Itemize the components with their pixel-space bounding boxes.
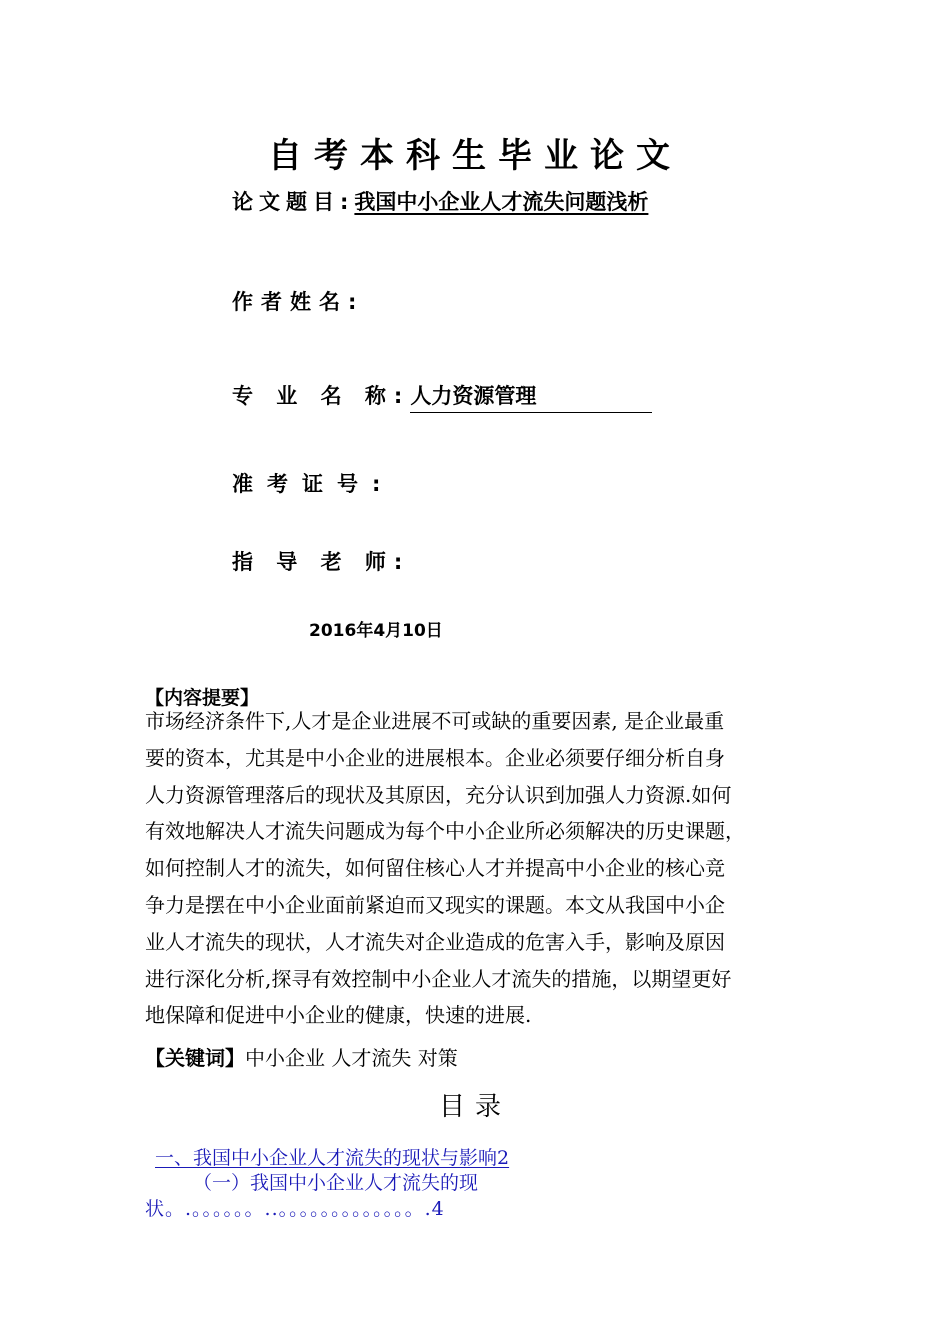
exam-id-label: 准考证号: bbox=[232, 472, 395, 496]
major-label: 专 业 名 称: bbox=[232, 384, 411, 408]
abstract-line: 如何控制人才的流失，如何留住核心人才并提高中小企业的核心竞 bbox=[145, 856, 725, 881]
abstract-line: 争力是摆在中小企业面前紧迫而又现实的课题。本文从我国中小企 bbox=[145, 892, 725, 917]
abstract-heading: 【内容提要】 bbox=[145, 687, 260, 709]
keywords-value: 中小企业 人才流失 对策 bbox=[245, 1046, 458, 1070]
author-name-label: 作者姓名: bbox=[232, 290, 365, 314]
keywords-label: 【关键词】 bbox=[145, 1046, 245, 1070]
toc-entry-subsection-1[interactable]: （一）我国中小企业人才流失的现 bbox=[193, 1172, 479, 1194]
thesis-subject bbox=[232, 186, 648, 216]
exam-id-field bbox=[232, 468, 394, 498]
major-field bbox=[232, 380, 652, 413]
abstract-line: 市场经济条件下,人才是企业进展不可或缺的重要因素, 是企业最重 bbox=[145, 709, 725, 733]
abstract-line: 地保障和促进中小企业的健康，快速的进展. bbox=[145, 1003, 532, 1028]
thesis-title: 自考本科生毕业论文 bbox=[268, 136, 682, 176]
abstract-line: 要的资本，尤其是中小企业的进展根本。企业必须要仔细分析自身 bbox=[145, 745, 725, 770]
abstract-line: 有效地解决人才流失问题成为每个中小企业所必须解决的历史课题， bbox=[145, 819, 745, 844]
author-name-field bbox=[232, 286, 364, 316]
abstract-body bbox=[145, 703, 810, 1034]
subject-label: 论文题目: bbox=[232, 190, 355, 214]
keywords-line bbox=[145, 1042, 458, 1071]
thesis-date: 2016年4月10日 bbox=[309, 621, 443, 641]
abstract-line: 人力资源管理落后的现状及其原因，充分认识到加强人力资源.如何 bbox=[145, 782, 732, 807]
toc-title: 目录 bbox=[438, 1092, 511, 1122]
advisor-label: 指 导 老 师: bbox=[232, 550, 411, 574]
abstract-line: 业人才流失的现状，人才流失对企业造成的危害入手，影响及原因 bbox=[145, 929, 725, 954]
abstract-line: 进行深化分析,探寻有效控制中小企业人才流失的措施，以期望更好 bbox=[145, 966, 732, 991]
toc-entry-subsection-1-cont[interactable]: 状。.。。。。。。..。。。。。。。。。。。。。.4 bbox=[145, 1198, 445, 1220]
major-value: 人力资源管理 bbox=[410, 380, 652, 413]
subject-value: 我国中小企业人才流失问题浅析 bbox=[354, 190, 649, 214]
advisor-field bbox=[232, 546, 410, 576]
toc-entry-section-1[interactable]: 一、我国中小企业人才流失的现状与影响2 bbox=[155, 1147, 510, 1169]
